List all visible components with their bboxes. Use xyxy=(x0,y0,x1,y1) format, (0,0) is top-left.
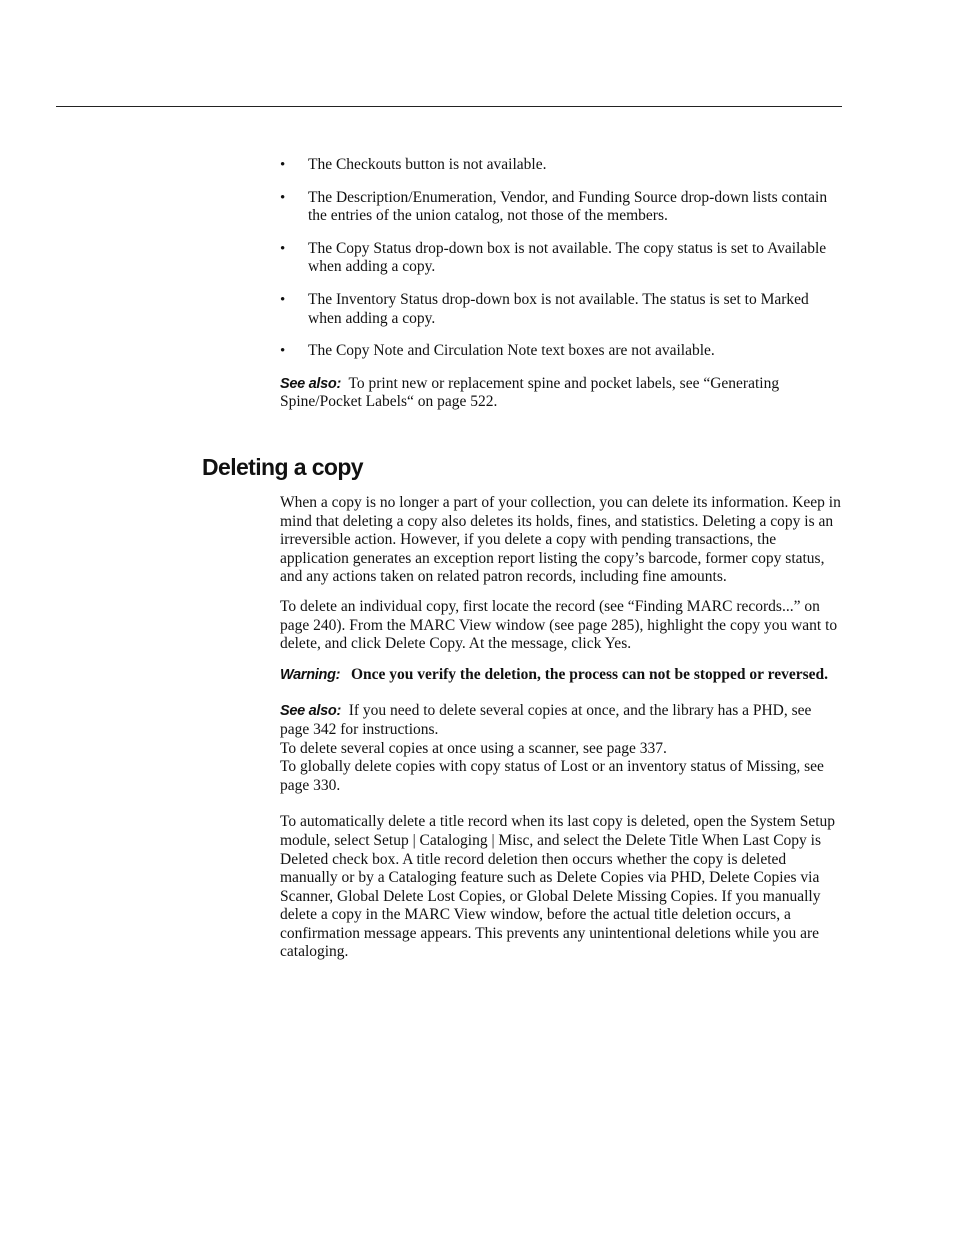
list-item-text: The Checkouts button is not available. xyxy=(308,156,547,173)
see-also-line: If you need to delete several copies at once, and the library has a PHD, see page 342 for instructions. xyxy=(280,702,812,738)
see-also-label: See also: xyxy=(280,703,341,720)
procedure-paragraph: To delete an individual copy, first locate the record (see “Finding MARC records...” on page 240). From the MARC View window (see page 285), highlight the copy you want to delete, and click Delete Copy. At the message, click Yes. xyxy=(280,597,838,653)
see-also-note xyxy=(280,375,842,412)
list-item-text: The Description/Enumeration, Vendor, and Funding Source drop-down lists contain the entries of the union catalog, not those of the members. xyxy=(308,188,828,225)
warning-label: Warning: xyxy=(280,666,341,683)
see-also-line: To globally delete copies with copy status of Lost or an inventory status of Missing, see page 330. xyxy=(280,758,824,794)
list-item-text: The Copy Note and Circulation Note text boxes are not available. xyxy=(308,342,715,360)
bullet-icon: • xyxy=(280,291,286,308)
section-body xyxy=(280,494,842,962)
list-item xyxy=(280,240,842,277)
bullet-icon: • xyxy=(280,157,286,173)
list-item xyxy=(280,189,842,226)
restrictions-block xyxy=(280,156,842,412)
bullet-icon: • xyxy=(280,343,286,360)
list-item-text: The Inventory Status drop-down box is not available. The status is set to Marked when adding a copy. xyxy=(308,290,809,327)
list-item-text: The Copy Status drop-down box is not available. The copy status is set to Available when adding a copy. xyxy=(308,239,827,276)
see-also-label: See also: xyxy=(280,375,341,392)
list-item xyxy=(280,342,842,361)
see-also-line: To delete several copies at once using a scanner, see page 337. xyxy=(280,739,667,757)
intro-paragraph: When a copy is no longer a part of your collection, you can delete its information. Keep in mind that deleting a copy also deletes its holds, fines, and statistics. Deleting a copy is an irreversible action. However, if you delete a copy with pending transactions, the application generates an exception report listing the copy’s barcode, former copy status, and any actions taken on related patron records, including fine amounts. xyxy=(280,494,841,586)
auto-delete-paragraph: To automatically delete a title record when its last copy is deleted, open the System Setup module, select Setup | Cataloging | Misc, and select the Delete Title When Last Copy is Deleted check box. A title record deletion then occurs whether the copy is deleted manually or by a Cataloging feature such as Delete Copies via PHD, Delete Copies via Scanner, Global Delete Lost Copies, or Global Delete Missing Copies. If you manually delete a copy in the MARC View window, before the actual title deletion occurs, a confirmation message appears. This prevents any unintentional deletions while you are cataloging. xyxy=(280,813,836,961)
see-also-note-2 xyxy=(280,702,842,795)
restrictions-list xyxy=(280,156,842,361)
warning-note xyxy=(280,666,842,685)
see-also-text: To print new or replacement spine and pocket labels, see “Generating Spine/Pocket Labels“ on page 522. xyxy=(280,374,780,411)
section-heading: Deleting a copy xyxy=(202,454,363,480)
list-item xyxy=(280,291,842,328)
bullet-icon: • xyxy=(280,189,286,206)
bullet-icon: • xyxy=(280,240,286,257)
warning-text: Once you verify the deletion, the process can not be stopped or reversed. xyxy=(351,665,829,683)
header-rule xyxy=(56,106,842,107)
list-item xyxy=(280,156,842,175)
